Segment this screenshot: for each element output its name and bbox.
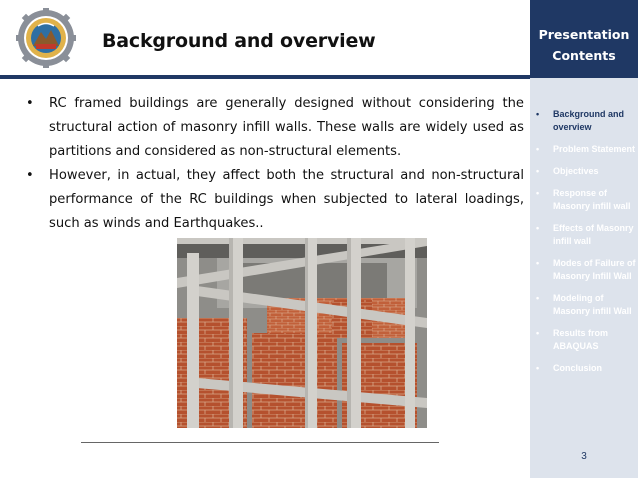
- sidebar-heading-line1: Presentation: [538, 27, 630, 42]
- slide-title: Background and overview: [102, 30, 376, 52]
- contents-sidebar: [530, 0, 638, 478]
- contents-item-problem-statement[interactable]: [536, 143, 636, 156]
- contents-item-background[interactable]: [536, 108, 636, 134]
- rc-frame-masonry-photo: [177, 238, 427, 428]
- bullet-item: [24, 164, 524, 236]
- sidebar-heading-line2: Contents: [552, 48, 616, 63]
- contents-item-results[interactable]: [536, 327, 636, 353]
- bullet-icon: •: [536, 166, 540, 176]
- footer-divider: [81, 442, 439, 443]
- contents-item-modes-of-failure[interactable]: [536, 257, 636, 283]
- sidebar-heading: [530, 0, 638, 78]
- bullet-icon: •: [536, 328, 540, 338]
- contents-item-label: Modeling of Masonry infill Wall: [553, 293, 632, 316]
- contents-item-response[interactable]: [536, 187, 636, 213]
- bullet-icon: •: [536, 109, 540, 119]
- contents-item-modeling[interactable]: [536, 292, 636, 318]
- bullet-item: [24, 92, 524, 164]
- bullet-icon: •: [536, 188, 540, 198]
- contents-item-conclusion[interactable]: [536, 362, 636, 375]
- contents-item-label: Background and overview: [553, 109, 625, 132]
- contents-item-label: Conclusion: [553, 363, 602, 373]
- bullet-icon: •: [536, 223, 540, 233]
- contents-item-label: Results from ABAQUAS: [553, 328, 609, 351]
- contents-item-effects[interactable]: [536, 222, 636, 248]
- header-divider: [0, 75, 530, 79]
- contents-item-label: Response of Masonry infill wall: [553, 188, 631, 211]
- contents-item-objectives[interactable]: [536, 165, 636, 178]
- bullet-icon: •: [536, 258, 540, 268]
- bullet-icon: •: [26, 168, 34, 183]
- bullet-text: However, in actual, they affect both the structural and non-structural performance of the RC buildings when subjected to lateral loadings, such as winds and Earthquakes..: [49, 168, 524, 231]
- contents-item-label: Problem Statement: [553, 144, 636, 154]
- contents-item-label: Modes of Failure of Masonry Infill Wall: [553, 258, 636, 281]
- bullet-icon: •: [536, 144, 540, 154]
- contents-list: [536, 108, 636, 384]
- bullet-text: RC framed buildings are generally designed without considering the structural action of masonry infill walls. These walls are widely used as partitions and considered as non-structural elements.: [49, 96, 524, 159]
- bullet-icon: •: [536, 293, 540, 303]
- slide-header: [0, 0, 530, 78]
- content-bullets: [24, 92, 524, 236]
- contents-item-label: Objectives: [553, 166, 599, 176]
- bullet-icon: •: [536, 363, 540, 373]
- contents-item-label: Effects of Masonry infill wall: [553, 223, 634, 246]
- university-logo: [16, 8, 76, 68]
- bullet-icon: •: [26, 96, 34, 111]
- page-number: 3: [581, 451, 587, 462]
